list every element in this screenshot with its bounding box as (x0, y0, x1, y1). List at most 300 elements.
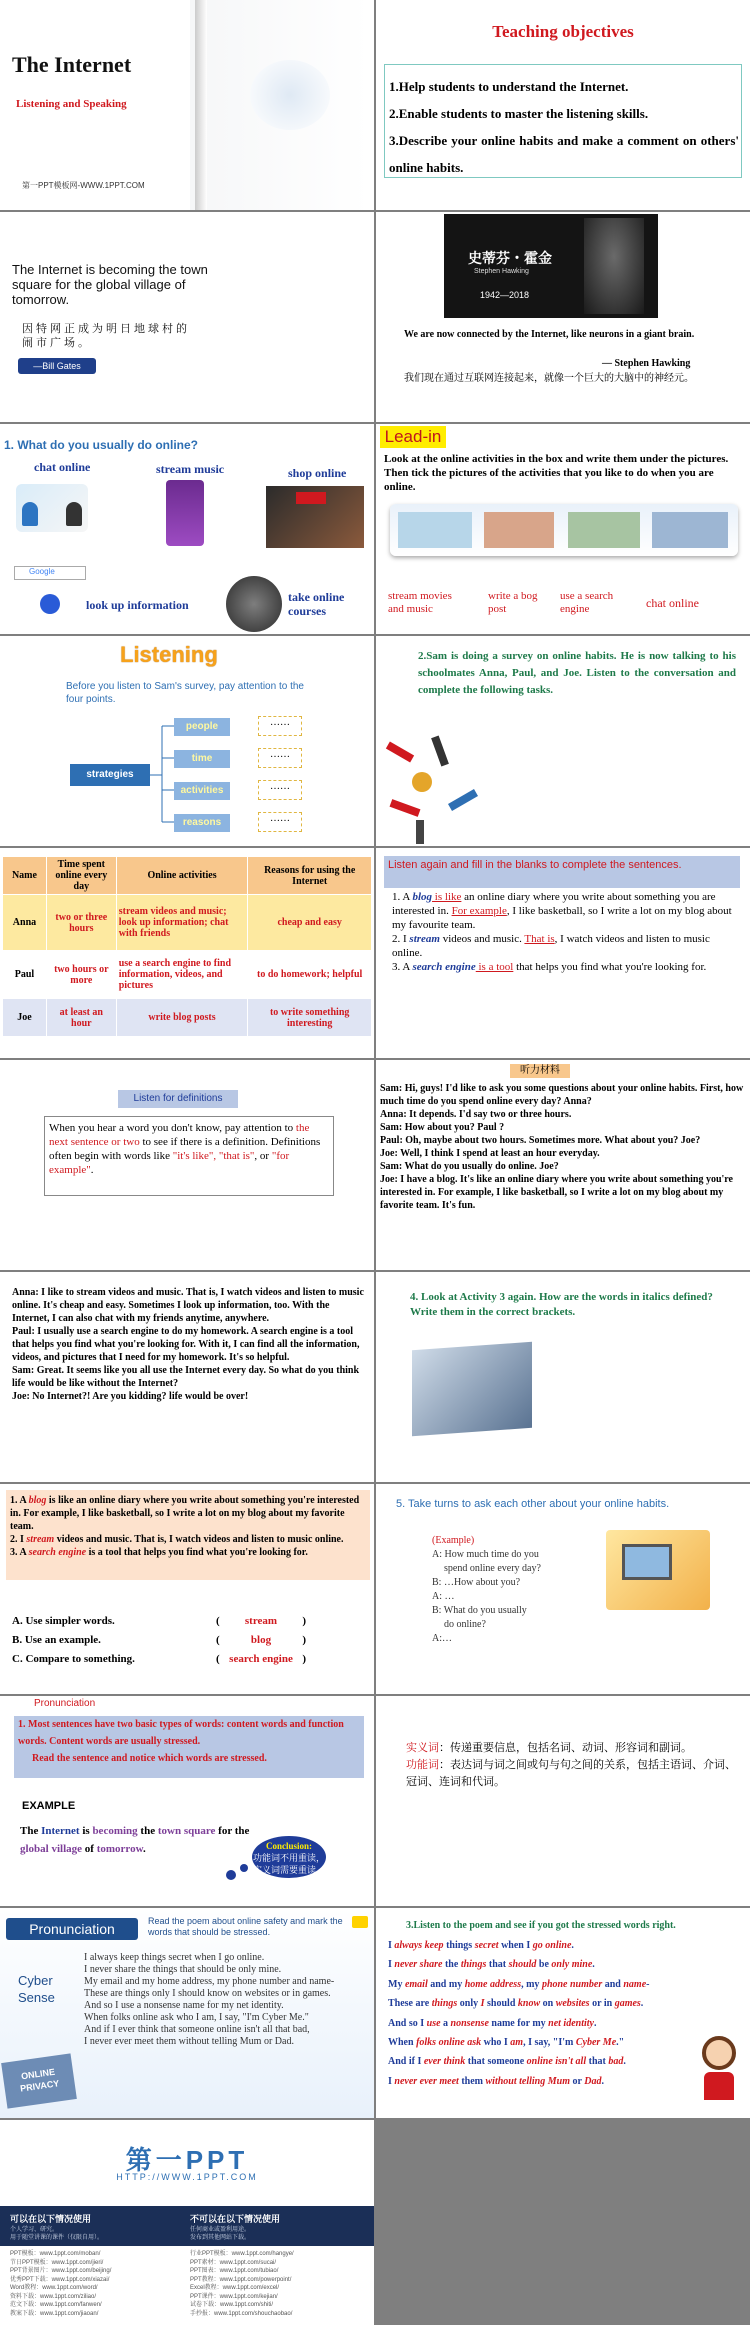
listening-intro: Before you listen to Sam's survey, pay attention to the four points. (66, 681, 304, 705)
script-line: Anna: I like to stream videos and music. That is, I watch videos and listen to music online. It's cheap and easy. Sometimes I look up information, too. With the Internet, I can also chat with my friends anytime, anywhere. (12, 1287, 364, 1324)
script-line: Sam: What do you usually do online. Joe? (380, 1161, 559, 1172)
stressed-word: without telling (485, 2075, 546, 2087)
footer-link[interactable]: PPT图表：www.1ppt.com/tubiao/ (190, 2268, 279, 2274)
slide-pronunciation-rule (0, 1696, 374, 1906)
listening-title: Listening (120, 642, 218, 667)
definitions-box (6, 1490, 370, 1580)
script-line: Sam: Hi, guys! I'd like to ask you some questions about your online habits. First, how much time do you spend online every day? Anna? (380, 1083, 744, 1107)
cell: two hours or more (46, 951, 116, 999)
footer-link[interactable]: 范文下载：www.1ppt.com/fanwen/ (10, 2302, 102, 2308)
stressed-word: bad (608, 2056, 624, 2068)
stressed-word: go (532, 1940, 543, 1951)
function-word: of (84, 1843, 94, 1855)
cell: two or three hours (46, 895, 116, 951)
stressed-word: net identity (548, 2017, 594, 2029)
text: ：传递重要信息，包括名词、动词、形容词和副词。 (439, 1742, 692, 1754)
fill-sentences (392, 890, 742, 974)
stressed-word: games (614, 1998, 641, 2010)
text: to see if there is a definition. Definitions often begin with words like (49, 1136, 321, 1162)
function-word: is (82, 1825, 90, 1837)
content-word: town square (157, 1825, 216, 1837)
option: B. Use an example. (12, 1634, 101, 1646)
unstressed-word: I (388, 2075, 395, 2087)
computer-cartoon (606, 1530, 710, 1610)
usage-item: 任何商业或盈利用途。 (190, 2227, 251, 2233)
cell: to do homework; helpful (248, 951, 372, 999)
quote-zh: 因特网正成为明日地球村的闹市广场。 (22, 323, 190, 349)
answer: is like (432, 891, 462, 903)
blank: …… (258, 748, 302, 768)
table-header (3, 857, 372, 895)
slide-listening (0, 636, 374, 846)
poem-lines (84, 1952, 370, 2048)
slide-title (0, 0, 374, 210)
footer-link[interactable]: 教案下载：www.1ppt.com/jiaoan/ (10, 2310, 99, 2317)
stressed-word: online isn't all (526, 2056, 587, 2068)
pronunciation-tag: Pronunciation (34, 1698, 96, 1709)
stressed-word: only mine (551, 1959, 593, 1971)
portrait (584, 218, 644, 314)
script-line: Sam: How about you? Paul ? (380, 1122, 505, 1133)
slide-quote-hawking (376, 212, 750, 422)
slide-script-2 (0, 1272, 374, 1482)
footer-link[interactable]: PPT课件：www.1ppt.com/kejian/ (190, 2293, 278, 2300)
slide-online-activities (0, 424, 374, 634)
stressed-word: secret (474, 1940, 499, 1951)
stressed-line (388, 1994, 698, 2013)
unstressed-word: . (601, 2075, 604, 2087)
photo-name: 史蒂芬・霍金 (468, 250, 552, 266)
example-sentence (20, 1822, 260, 1858)
footer-link[interactable]: 优秀PPT下载：www.1ppt.com/xiazai/ (10, 2276, 110, 2283)
text: 1. A (10, 1495, 29, 1506)
bracket: ( (216, 1615, 220, 1627)
footer-link[interactable]: 节日PPT模板：www.1ppt.com/jieri/ (10, 2259, 104, 2266)
strategies-node: strategies (70, 764, 150, 786)
stressed-line (388, 1955, 698, 1974)
unstressed-word: I (388, 1959, 395, 1971)
script-badge: 听力材料 (510, 1064, 570, 1078)
footer-link[interactable]: PPT教程：www.1ppt.com/powerpoint/ (190, 2276, 292, 2283)
option: C. Compare to something. (12, 1653, 135, 1665)
footer-link[interactable]: Word教程：www.1ppt.com/word/ (10, 2285, 98, 2291)
footer-link[interactable]: Excel教程：www.1ppt.com/excel/ (190, 2285, 280, 2291)
footer-link[interactable]: 行业PPT模板：www.1ppt.com/hangye/ (190, 2251, 294, 2257)
hawking-zh: 我们现在通过互联网连接起来，就像一个巨大的大脑中的神经元。 (404, 373, 694, 384)
text: 3. A (392, 961, 413, 973)
cell: use a search engine to find information, videos, and pictures (116, 951, 248, 999)
unstressed-word: and (602, 1978, 624, 1990)
answer-3: use a search engine (560, 590, 614, 615)
footer-logo: 第一PPT (125, 2145, 249, 2175)
unstressed-word: . (594, 2017, 597, 2029)
stressed-word: am (510, 2037, 524, 2049)
unstressed-word: or (569, 2075, 585, 2087)
stressed-word: ask (467, 2037, 482, 2049)
footer-url: HTTP://WWW.1PPT.COM (116, 2172, 258, 2182)
stressed-word: nonsense (450, 2017, 489, 2029)
bracket: ( (216, 1653, 220, 1665)
poem-line: And if I ever think that someone online isn't all that bad, (84, 2024, 310, 2035)
rule-task: Read the sentence and notice which words are stressed. (32, 1753, 267, 1764)
stressed-word: email (404, 1978, 428, 1990)
unstressed-word: a (440, 2017, 451, 2029)
unstressed-word: . (571, 1940, 574, 1951)
dialogue-line: B: What do you usually (432, 1605, 527, 1616)
stressed-word: websites (555, 1998, 590, 2010)
th: Online activities (116, 857, 248, 895)
paper-strip (195, 0, 207, 210)
bracket: ) (302, 1615, 306, 1627)
cell: Anna (3, 895, 47, 951)
hawking-author: — Stephen Hawking (602, 358, 691, 369)
person-icon (22, 502, 38, 526)
cell: stream videos and music; look up information; chat with friends (116, 895, 248, 951)
example-dialogue (432, 1534, 592, 1646)
flower-art (250, 60, 330, 130)
slide-definitions-answers (0, 1484, 374, 1694)
survey-text: 2.Sam is doing a survey on online habits. He is now talking to his schoolmates Anna, Paul, and Joe. Listen to the conversation and complete the following tasks. (418, 650, 736, 696)
highlight: the next sentence or two (49, 1122, 310, 1148)
content-word: becoming (92, 1825, 138, 1837)
shop-image (266, 486, 364, 548)
text: videos and music. (439, 933, 525, 945)
slide-objectives (376, 0, 750, 210)
script-line: Joe: No Internet?! Are you kidding? life would be over! (12, 1391, 249, 1402)
dialogue-line: B: …How about you? (432, 1577, 521, 1588)
unstressed-word: . (592, 1959, 595, 1971)
content-words-def (406, 1740, 736, 1757)
script-line: Sam: Great. It seems like you all use the Internet every day. So what do you think life would be like without the Internet? (12, 1365, 360, 1389)
point-time: time (174, 750, 230, 768)
girl-cartoon (692, 2032, 744, 2102)
options (12, 1612, 135, 1669)
unstressed-word: , my (521, 1978, 542, 1990)
stressed-word: never ever meet (394, 2075, 459, 2087)
function-word: . (142, 1843, 146, 1855)
person-icon (66, 502, 82, 526)
pronunciation-badge: Pronunciation (6, 1918, 138, 1940)
sentence-2 (392, 932, 742, 960)
cell: at least an hour (46, 999, 116, 1037)
script-text (380, 1082, 746, 1212)
activity-4-text: 4. Look at Activity 3 again. How are the words in italics defined? Write them in the correct brackets. (410, 1291, 713, 1318)
stressed-word: things (431, 1998, 458, 2010)
bracket-row (216, 1650, 306, 1669)
footer-link[interactable]: 手抄报：www.1ppt.com/shouchaobao/ (190, 2310, 293, 2317)
unstressed-word: . (640, 1998, 644, 2010)
poem-title: Cyber Sense (18, 1973, 55, 2005)
lead-in-instruction: Look at the online activities in the box and write them under the pictures. Then tick the pictures of the activities that you like to do when you are online. (384, 453, 729, 493)
text: 2. I (392, 933, 410, 945)
unstressed-word: name for my (488, 2017, 549, 2029)
course-image (226, 576, 282, 632)
bracket-row (216, 1631, 306, 1650)
footer-link[interactable]: 试卷下载：www.1ppt.com/shiti/ (190, 2302, 274, 2308)
word-types-text (406, 1740, 736, 1791)
stressed-word: phone number (541, 1978, 603, 1990)
stressed-line (388, 1975, 698, 1994)
usage-item: 用于随堂讲课的课件（仅限自用）。 (10, 2235, 104, 2241)
stressed-word: online (545, 1940, 572, 1951)
usage-left-title: 可以在以下情况使用 (10, 2214, 92, 2224)
stressed-word: know (517, 1998, 541, 2010)
links-left (10, 2250, 180, 2318)
poem-line: I always keep things secret when I go online. (84, 1952, 265, 1963)
stressed-lines (388, 1936, 698, 2091)
fill-heading: Listen again and fill in the blanks to complete the sentences. (384, 856, 740, 888)
unstressed-word: - (646, 1978, 650, 1990)
unstressed-word: , I say, "I'm (523, 2037, 576, 2049)
rule-text: 1. Most sentences have two basic types of words: content words and function words. Content words are usually stressed. (18, 1719, 344, 1747)
footer-link[interactable]: 资料下载：www.1ppt.com/ziliao/ (10, 2293, 97, 2300)
take-turns-title: 5. Take turns to ask each other about your online habits. (396, 1498, 670, 1510)
picture-1 (398, 512, 472, 548)
dialogue-line: spend online every day? (444, 1563, 541, 1574)
lead-in-badge: Lead-in (380, 426, 446, 448)
script-line: Joe: I have a blog. It's like an online diary where you write about something you're interested in. For example, I like basketball, so I write a lot on my blog about my favorite team. It's fun. (380, 1174, 733, 1211)
stressed-word: Dad (584, 2075, 602, 2087)
bubble-dot (240, 1864, 248, 1872)
stressed-line (388, 1936, 698, 1955)
activity-pictures (390, 504, 738, 556)
text: When you hear a word you don't know, pay attention to (49, 1122, 296, 1134)
label-chat: chat online (34, 460, 91, 474)
example-label: EXAMPLE (22, 1800, 76, 1812)
bracket-row (216, 1612, 306, 1631)
answer: stream (244, 1615, 278, 1627)
answer: That is (524, 933, 555, 945)
usage-right-title: 不可以在以下情况使用 (190, 2214, 281, 2224)
dialogue-line: A: … (432, 1591, 455, 1602)
objective-item: 3.Describe your online habits and make a comment on others' online habits. (389, 133, 739, 175)
content-word: global village (20, 1843, 83, 1855)
stressed-word: I (480, 1998, 485, 2010)
paw-icon (40, 594, 60, 614)
note-icon (352, 1916, 368, 1928)
footer-link[interactable]: PPT模板：www.1ppt.com/moban/ (10, 2251, 101, 2257)
point-people: people (174, 718, 230, 736)
unstressed-word: . (623, 2056, 626, 2068)
title-art (190, 0, 370, 210)
blank: …… (258, 780, 302, 800)
text: 1. A (392, 891, 413, 903)
monitor (622, 1544, 672, 1580)
question: 1. What do you usually do online? (4, 438, 199, 452)
unstressed-word: I (388, 1940, 395, 1951)
stressed-word: name (623, 1978, 647, 1990)
picture-3 (568, 512, 640, 548)
option: A. Use simpler words. (12, 1615, 115, 1627)
quote-en: The Internet is becoming the town square for the global village of tomorrow. (12, 262, 208, 307)
th: Reasons for using the Internet (248, 857, 372, 895)
text: is like an online diary where you write about something you're interested in. For example, I like basketball, so I write a lot on my blog about my favorite team. (10, 1495, 360, 1532)
stressed-word: Mum (547, 2075, 570, 2087)
unstressed-word: These are (388, 1998, 432, 2010)
objective-item: 1.Help students to understand the Internet. (389, 79, 629, 94)
stressed-word: home address (464, 1978, 522, 1990)
th: Time spent online every day (46, 857, 116, 895)
unstressed-word: And if I (388, 2056, 424, 2068)
slide-footer (0, 2120, 374, 2325)
unstressed-word: when I (498, 1940, 533, 1951)
slide-table (0, 848, 374, 1058)
stressed-word: should (508, 1959, 537, 1971)
script-line: Joe: Well, I think I spend at least an hour everyday. (380, 1148, 600, 1159)
body (704, 2072, 734, 2100)
stressed-line (388, 2033, 698, 2052)
poem-line: I never share the things that should be only mine. (84, 1964, 282, 1975)
label-courses: take online courses (288, 590, 345, 618)
unstressed-word: should (484, 1998, 518, 2010)
answer-2: write a bog post (488, 590, 538, 615)
def-1 (10, 1494, 366, 1533)
unstressed-word: My (388, 1978, 405, 1990)
music-app-image (166, 480, 204, 546)
unstressed-word: that someone (465, 2056, 527, 2068)
function-words-def (406, 1757, 736, 1791)
label-lookup: look up information (86, 598, 189, 612)
answer-1: stream movies and music (388, 590, 452, 615)
cell: to write something interesting (248, 999, 372, 1037)
footer-link[interactable]: PPT素材：www.1ppt.com/sucai/ (190, 2259, 277, 2266)
stressed-word: ever think (423, 2056, 466, 2068)
usage-item: 个人学习、研究。 (10, 2227, 59, 2233)
stressed-title: 3.Listen to the poem and see if you got the stressed words right. (406, 1920, 676, 1931)
poem-line: When folks online ask who I am, I say, "I'm Cyber Me." (84, 2012, 309, 2023)
dialogue-line: A:… (432, 1633, 452, 1644)
bubble-dot (226, 1870, 236, 1880)
site-label: 第一PPT模板网-WWW.1PPT.COM (22, 181, 145, 190)
slide-script-1 (376, 1060, 750, 1270)
function-word: The (20, 1825, 39, 1837)
slide-fill-blanks (376, 848, 750, 1058)
table-row (3, 999, 372, 1037)
hawking-photo (444, 214, 658, 318)
conclusion-bubble (252, 1836, 326, 1878)
highlight: "it's like", "that is" (172, 1150, 255, 1162)
table-row (3, 895, 372, 951)
unstressed-word: that (586, 2056, 609, 2068)
search-box: Google (14, 566, 86, 580)
slide-title-text: The Internet (12, 52, 132, 77)
answer: blog (250, 1634, 272, 1646)
sentence-3 (392, 960, 742, 974)
usage-left-items (10, 2226, 103, 2242)
th: Name (3, 857, 47, 895)
laptop-image (412, 1342, 532, 1436)
content-word: Internet (41, 1825, 80, 1837)
objectives-heading: Teaching objectives (492, 22, 634, 41)
keyword: search engine (28, 1547, 87, 1558)
conclusion-title: Conclusion: (265, 1841, 312, 1851)
dialogue-line: (Example) (432, 1535, 475, 1546)
poem-line: I never ever meet them without telling Mum or Dad. (84, 2036, 294, 2047)
photo-years: 1942—2018 (480, 290, 530, 300)
quote-author: —Bill Gates (18, 358, 96, 374)
blank: …… (258, 716, 302, 736)
slide-activity-4 (376, 1272, 750, 1482)
point-activities: activities (174, 782, 230, 800)
unstressed-word: things (443, 1940, 475, 1951)
script-text (12, 1286, 368, 1403)
def-2 (10, 1533, 366, 1546)
chat-image (16, 484, 88, 532)
footer-link[interactable]: PPT背景图片：www.1ppt.com/beijing/ (10, 2268, 112, 2274)
hawking-quote: We are now connected by the Internet, like neurons in a giant brain. (404, 329, 695, 340)
microphones-illustration (376, 726, 486, 846)
text: , or (254, 1150, 272, 1162)
cell: cheap and easy (248, 895, 372, 951)
answer: is a tool (475, 961, 514, 973)
stressed-word: always keep (394, 1940, 444, 1951)
stressed-word: folks online (416, 2037, 465, 2049)
keyword: blog (28, 1495, 47, 1506)
poem-line: My email and my home address, my phone number and name- (84, 1976, 335, 1987)
text: . (90, 1164, 94, 1176)
text: ：表达词与词之间或句与句之间的关系，包括主语词、介词、冠词、连词和代词。 (406, 1759, 736, 1788)
unstressed-word: and my (427, 1978, 465, 1990)
definitions-label: Listen for definitions (118, 1090, 238, 1108)
face (702, 2036, 736, 2070)
unstressed-word: them (458, 2075, 486, 2087)
label: 功能词 (406, 1759, 439, 1771)
text: , I watch videos and listen to music online. (392, 933, 710, 959)
stressed-word: use (426, 2017, 441, 2029)
function-word: for the (218, 1825, 250, 1837)
dialogue-line: do online? (444, 1619, 486, 1630)
slide-poem (0, 1908, 374, 2118)
label-shop: shop online (288, 466, 347, 480)
objectives-list (389, 73, 739, 181)
answer: For example (451, 905, 507, 917)
definitions-text (44, 1116, 334, 1196)
unstressed-word: who I (481, 2037, 511, 2049)
sale-tag (296, 492, 326, 504)
usage-right-items (190, 2226, 250, 2242)
text: 2. I (10, 1534, 27, 1545)
usage-item: 发布到其他网站下载。 (190, 2235, 251, 2241)
sentence-1 (392, 890, 742, 932)
label-stream: stream music (156, 462, 225, 476)
cell: Paul (3, 951, 47, 999)
stressed-line (388, 2072, 698, 2091)
text: 3. A (10, 1547, 29, 1558)
keyword: stream (409, 933, 440, 945)
poem-line: And so I use a nonsense name for my net identity. (84, 2000, 284, 2011)
stressed-word: Cyber Me (575, 2037, 617, 2049)
unstressed-word: When (388, 2037, 417, 2049)
stressed-line (388, 2052, 698, 2071)
bracket: ) (302, 1653, 306, 1665)
usage-band (0, 2206, 374, 2246)
text: videos and music. That is, I watch videos and listen to music online. (54, 1534, 344, 1545)
conclusion-line: 功能词不用重读， (252, 1853, 325, 1863)
picture-2 (484, 512, 554, 548)
brackets (216, 1612, 306, 1669)
table-row (3, 951, 372, 999)
poem-line: These are things only I should know on websites or in games. (84, 1988, 331, 1999)
slide-word-types (376, 1696, 750, 1906)
dialogue-line: A: How much time do you (432, 1549, 539, 1560)
text: an online diary where you write about something you are interested in. (392, 891, 716, 917)
text: , I like basketball, so I write a lot on my blog about my favourite team. (392, 905, 732, 931)
conclusion-line: 实义词需要重读。 (252, 1865, 325, 1875)
slide-lead-in (376, 424, 750, 634)
function-word: the (140, 1825, 156, 1837)
unstressed-word: ." (616, 2037, 625, 2049)
cell: write blog posts (116, 999, 248, 1037)
